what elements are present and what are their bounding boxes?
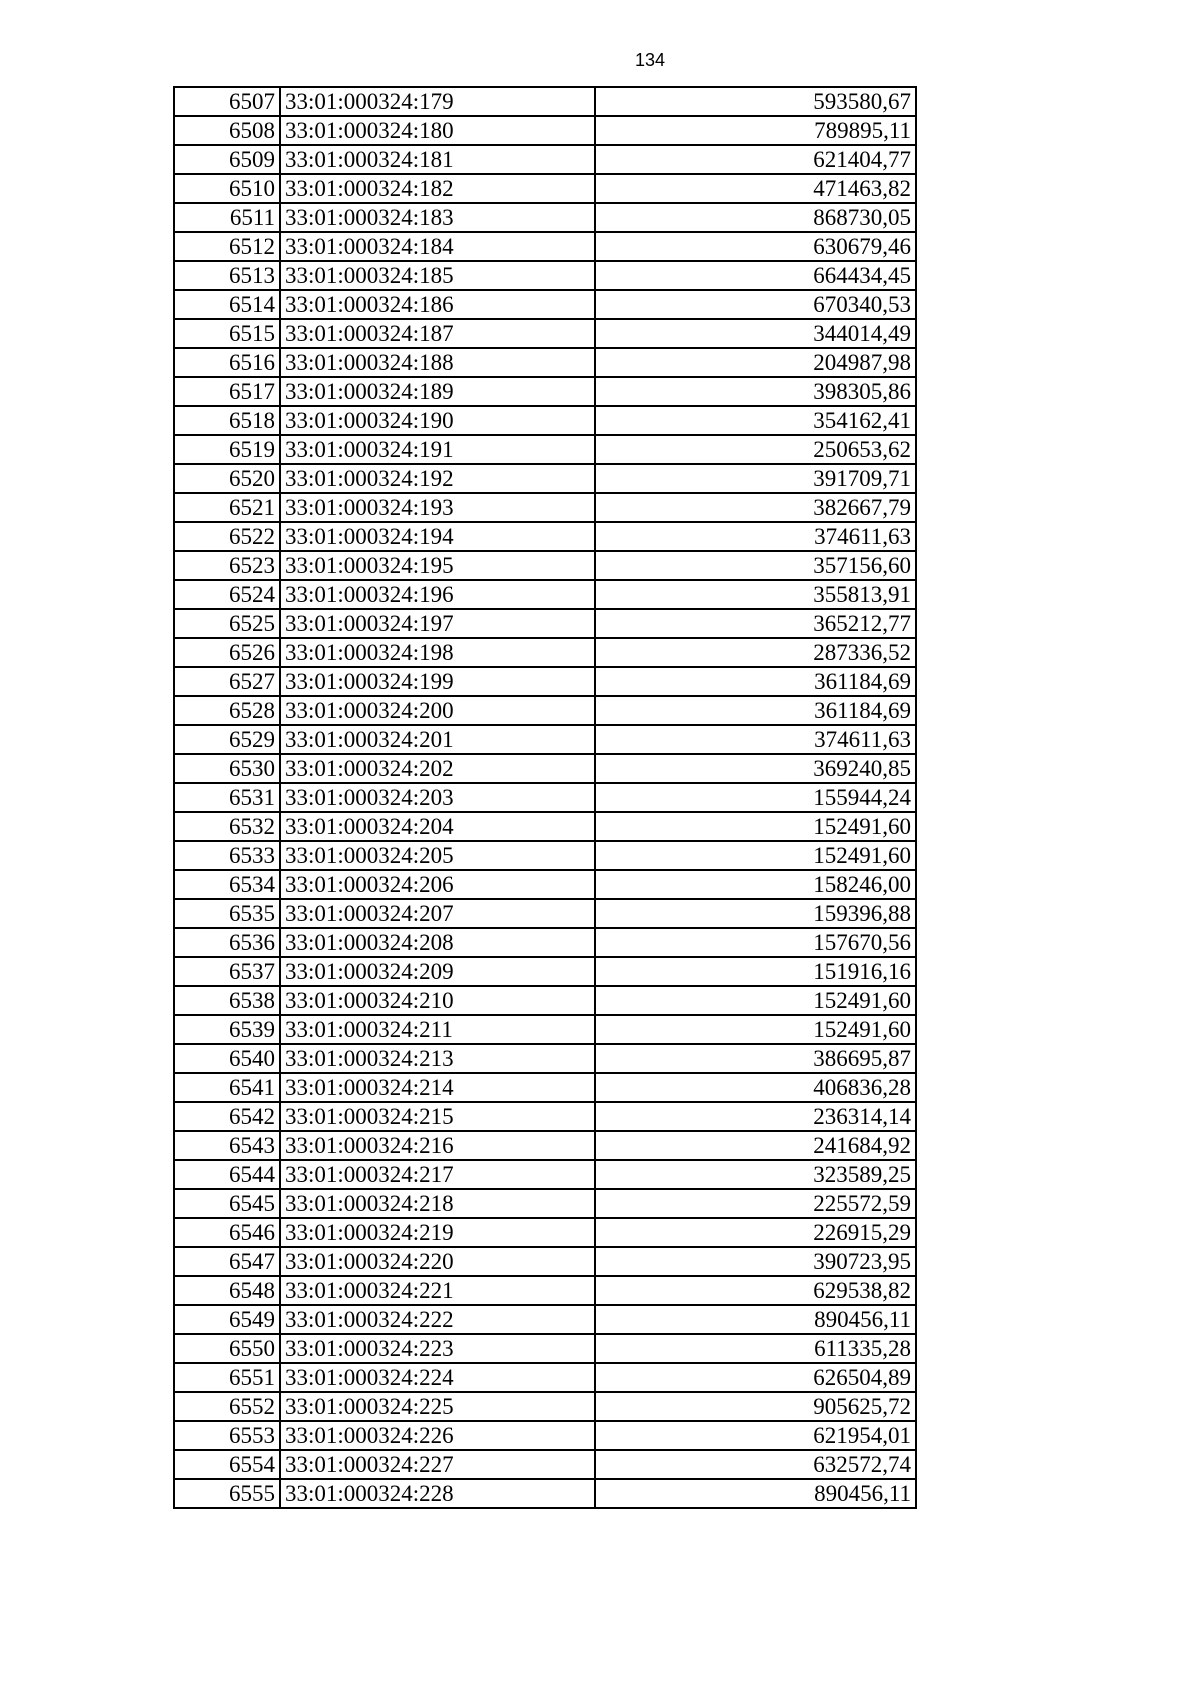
cadastral-value-cell: 905625,72	[595, 1392, 916, 1421]
cadastral-value-cell: 382667,79	[595, 493, 916, 522]
cadastral-number-cell: 33:01:000324:192	[280, 464, 595, 493]
row-number-cell: 6545	[174, 1189, 280, 1218]
table-row	[174, 1421, 916, 1450]
cadastral-number-cell: 33:01:000324:184	[280, 232, 595, 261]
row-number-cell: 6516	[174, 348, 280, 377]
row-number-cell: 6519	[174, 435, 280, 464]
cadastral-number-cell: 33:01:000324:207	[280, 899, 595, 928]
cadastral-value-cell: 354162,41	[595, 406, 916, 435]
table-row	[174, 899, 916, 928]
table-row	[174, 1334, 916, 1363]
cadastral-number-cell: 33:01:000324:228	[280, 1479, 595, 1508]
cadastral-number-cell: 33:01:000324:195	[280, 551, 595, 580]
table-row	[174, 145, 916, 174]
cadastral-value-cell: 621954,01	[595, 1421, 916, 1450]
row-number-cell: 6544	[174, 1160, 280, 1189]
table-row	[174, 1189, 916, 1218]
row-number-cell: 6547	[174, 1247, 280, 1276]
cadastral-value-cell: 386695,87	[595, 1044, 916, 1073]
row-number-cell: 6535	[174, 899, 280, 928]
cadastral-value-cell: 241684,92	[595, 1131, 916, 1160]
cadastral-number-cell: 33:01:000324:205	[280, 841, 595, 870]
row-number-cell: 6524	[174, 580, 280, 609]
row-number-cell: 6521	[174, 493, 280, 522]
cadastral-value-cell: 630679,46	[595, 232, 916, 261]
row-number-cell: 6543	[174, 1131, 280, 1160]
row-number-cell: 6553	[174, 1421, 280, 1450]
table-row	[174, 203, 916, 232]
cadastral-number-cell: 33:01:000324:182	[280, 174, 595, 203]
row-number-cell: 6522	[174, 522, 280, 551]
cadastral-value-cell: 287336,52	[595, 638, 916, 667]
cadastral-value-cell: 593580,67	[595, 87, 916, 116]
table-row	[174, 348, 916, 377]
cadastral-number-cell: 33:01:000324:196	[280, 580, 595, 609]
row-number-cell: 6513	[174, 261, 280, 290]
table-row	[174, 1102, 916, 1131]
table-row	[174, 1131, 916, 1160]
table-row	[174, 609, 916, 638]
cadastral-value-cell: 157670,56	[595, 928, 916, 957]
row-number-cell: 6548	[174, 1276, 280, 1305]
cadastral-value-cell: 868730,05	[595, 203, 916, 232]
table-row	[174, 1450, 916, 1479]
row-number-cell: 6523	[174, 551, 280, 580]
cadastral-number-cell: 33:01:000324:199	[280, 667, 595, 696]
cadastral-number-cell: 33:01:000324:215	[280, 1102, 595, 1131]
table-row	[174, 783, 916, 812]
cadastral-number-cell: 33:01:000324:217	[280, 1160, 595, 1189]
cadastral-value-cell: 670340,53	[595, 290, 916, 319]
cadastral-value-cell: 361184,69	[595, 696, 916, 725]
row-number-cell: 6534	[174, 870, 280, 899]
cadastral-value-cell: 374611,63	[595, 522, 916, 551]
cadastral-value-cell: 611335,28	[595, 1334, 916, 1363]
table-row	[174, 754, 916, 783]
cadastral-value-cell: 152491,60	[595, 812, 916, 841]
row-number-cell: 6515	[174, 319, 280, 348]
row-number-cell: 6551	[174, 1363, 280, 1392]
cadastral-number-cell: 33:01:000324:185	[280, 261, 595, 290]
cadastral-value-cell: 890456,11	[595, 1479, 916, 1508]
table-row	[174, 1218, 916, 1247]
row-number-cell: 6509	[174, 145, 280, 174]
row-number-cell: 6507	[174, 87, 280, 116]
row-number-cell: 6539	[174, 1015, 280, 1044]
cadastral-value-cell: 344014,49	[595, 319, 916, 348]
row-number-cell: 6532	[174, 812, 280, 841]
table-row	[174, 406, 916, 435]
row-number-cell: 6520	[174, 464, 280, 493]
table-row	[174, 812, 916, 841]
cadastral-value-cell: 357156,60	[595, 551, 916, 580]
cadastral-value-cell: 152491,60	[595, 986, 916, 1015]
cadastral-number-cell: 33:01:000324:203	[280, 783, 595, 812]
cadastral-number-cell: 33:01:000324:225	[280, 1392, 595, 1421]
cadastral-value-cell: 250653,62	[595, 435, 916, 464]
table-row	[174, 986, 916, 1015]
table-row	[174, 957, 916, 986]
table-row	[174, 232, 916, 261]
table-row	[174, 1305, 916, 1334]
cadastral-number-cell: 33:01:000324:191	[280, 435, 595, 464]
cadastral-number-cell: 33:01:000324:206	[280, 870, 595, 899]
table-row	[174, 174, 916, 203]
cadastral-number-cell: 33:01:000324:226	[280, 1421, 595, 1450]
cadastral-value-cell: 471463,82	[595, 174, 916, 203]
table-row	[174, 928, 916, 957]
table-row	[174, 261, 916, 290]
cadastral-number-cell: 33:01:000324:222	[280, 1305, 595, 1334]
cadastral-number-cell: 33:01:000324:223	[280, 1334, 595, 1363]
cadastral-number-cell: 33:01:000324:224	[280, 1363, 595, 1392]
row-number-cell: 6538	[174, 986, 280, 1015]
cadastral-value-cell: 152491,60	[595, 1015, 916, 1044]
table-row	[174, 696, 916, 725]
table-row	[174, 435, 916, 464]
cadastral-number-cell: 33:01:000324:187	[280, 319, 595, 348]
row-number-cell: 6554	[174, 1450, 280, 1479]
row-number-cell: 6514	[174, 290, 280, 319]
cadastral-value-cell: 361184,69	[595, 667, 916, 696]
table-row	[174, 377, 916, 406]
cadastral-number-cell: 33:01:000324:214	[280, 1073, 595, 1102]
cadastral-number-cell: 33:01:000324:181	[280, 145, 595, 174]
cadastral-number-cell: 33:01:000324:221	[280, 1276, 595, 1305]
cadastral-value-table	[173, 86, 917, 1509]
table-row	[174, 725, 916, 754]
row-number-cell: 6530	[174, 754, 280, 783]
table-row	[174, 667, 916, 696]
cadastral-value-cell: 789895,11	[595, 116, 916, 145]
row-number-cell: 6510	[174, 174, 280, 203]
cadastral-number-cell: 33:01:000324:186	[280, 290, 595, 319]
row-number-cell: 6542	[174, 1102, 280, 1131]
cadastral-value-cell: 369240,85	[595, 754, 916, 783]
table-row	[174, 1276, 916, 1305]
cadastral-number-cell: 33:01:000324:210	[280, 986, 595, 1015]
cadastral-value-cell: 629538,82	[595, 1276, 916, 1305]
table-row	[174, 870, 916, 899]
cadastral-value-cell: 374611,63	[595, 725, 916, 754]
table-row	[174, 116, 916, 145]
cadastral-number-cell: 33:01:000324:198	[280, 638, 595, 667]
table-row	[174, 1247, 916, 1276]
cadastral-number-cell: 33:01:000324:194	[280, 522, 595, 551]
cadastral-value-cell: 398305,86	[595, 377, 916, 406]
row-number-cell: 6517	[174, 377, 280, 406]
table-row	[174, 638, 916, 667]
cadastral-number-cell: 33:01:000324:220	[280, 1247, 595, 1276]
cadastral-number-cell: 33:01:000324:216	[280, 1131, 595, 1160]
table-row	[174, 464, 916, 493]
table-row	[174, 1044, 916, 1073]
row-number-cell: 6512	[174, 232, 280, 261]
cadastral-value-cell: 621404,77	[595, 145, 916, 174]
row-number-cell: 6511	[174, 203, 280, 232]
cadastral-value-cell: 664434,45	[595, 261, 916, 290]
table-body	[174, 87, 916, 1508]
cadastral-value-cell: 632572,74	[595, 1450, 916, 1479]
cadastral-value-cell: 225572,59	[595, 1189, 916, 1218]
cadastral-value-cell: 355813,91	[595, 580, 916, 609]
cadastral-value-cell: 391709,71	[595, 464, 916, 493]
table-row	[174, 1160, 916, 1189]
cadastral-number-cell: 33:01:000324:227	[280, 1450, 595, 1479]
cadastral-number-cell: 33:01:000324:200	[280, 696, 595, 725]
row-number-cell: 6529	[174, 725, 280, 754]
table-row	[174, 290, 916, 319]
row-number-cell: 6525	[174, 609, 280, 638]
row-number-cell: 6508	[174, 116, 280, 145]
cadastral-value-cell: 323589,25	[595, 1160, 916, 1189]
table-row	[174, 522, 916, 551]
row-number-cell: 6533	[174, 841, 280, 870]
row-number-cell: 6528	[174, 696, 280, 725]
cadastral-value-cell: 152491,60	[595, 841, 916, 870]
cadastral-number-cell: 33:01:000324:197	[280, 609, 595, 638]
cadastral-value-cell: 390723,95	[595, 1247, 916, 1276]
row-number-cell: 6550	[174, 1334, 280, 1363]
cadastral-value-cell: 155944,24	[595, 783, 916, 812]
cadastral-value-cell: 158246,00	[595, 870, 916, 899]
cadastral-number-cell: 33:01:000324:208	[280, 928, 595, 957]
cadastral-number-cell: 33:01:000324:218	[280, 1189, 595, 1218]
row-number-cell: 6531	[174, 783, 280, 812]
table-row	[174, 580, 916, 609]
cadastral-number-cell: 33:01:000324:201	[280, 725, 595, 754]
cadastral-number-cell: 33:01:000324:179	[280, 87, 595, 116]
cadastral-number-cell: 33:01:000324:189	[280, 377, 595, 406]
table-row	[174, 87, 916, 116]
row-number-cell: 6555	[174, 1479, 280, 1508]
cadastral-number-cell: 33:01:000324:202	[280, 754, 595, 783]
row-number-cell: 6536	[174, 928, 280, 957]
row-number-cell: 6549	[174, 1305, 280, 1334]
table-row	[174, 1363, 916, 1392]
cadastral-value-cell: 365212,77	[595, 609, 916, 638]
cadastral-value-cell: 890456,11	[595, 1305, 916, 1334]
page-number: 134	[634, 50, 666, 70]
cadastral-value-cell: 406836,28	[595, 1073, 916, 1102]
table-row	[174, 841, 916, 870]
table-row	[174, 1392, 916, 1421]
cadastral-number-cell: 33:01:000324:204	[280, 812, 595, 841]
cadastral-number-cell: 33:01:000324:183	[280, 203, 595, 232]
cadastral-number-cell: 33:01:000324:180	[280, 116, 595, 145]
table-row	[174, 319, 916, 348]
table-row	[174, 1073, 916, 1102]
row-number-cell: 6546	[174, 1218, 280, 1247]
table-row	[174, 551, 916, 580]
cadastral-number-cell: 33:01:000324:209	[280, 957, 595, 986]
cadastral-number-cell: 33:01:000324:219	[280, 1218, 595, 1247]
cadastral-value-cell: 159396,88	[595, 899, 916, 928]
row-number-cell: 6527	[174, 667, 280, 696]
cadastral-value-cell: 236314,14	[595, 1102, 916, 1131]
table-row	[174, 1479, 916, 1508]
cadastral-value-cell: 204987,98	[595, 348, 916, 377]
row-number-cell: 6541	[174, 1073, 280, 1102]
row-number-cell: 6537	[174, 957, 280, 986]
cadastral-number-cell: 33:01:000324:213	[280, 1044, 595, 1073]
row-number-cell: 6518	[174, 406, 280, 435]
cadastral-number-cell: 33:01:000324:211	[280, 1015, 595, 1044]
row-number-cell: 6526	[174, 638, 280, 667]
cadastral-number-cell: 33:01:000324:190	[280, 406, 595, 435]
cadastral-number-cell: 33:01:000324:188	[280, 348, 595, 377]
cadastral-value-cell: 226915,29	[595, 1218, 916, 1247]
table-row	[174, 493, 916, 522]
row-number-cell: 6540	[174, 1044, 280, 1073]
cadastral-value-cell: 626504,89	[595, 1363, 916, 1392]
row-number-cell: 6552	[174, 1392, 280, 1421]
cadastral-number-cell: 33:01:000324:193	[280, 493, 595, 522]
cadastral-value-cell: 151916,16	[595, 957, 916, 986]
table-row	[174, 1015, 916, 1044]
